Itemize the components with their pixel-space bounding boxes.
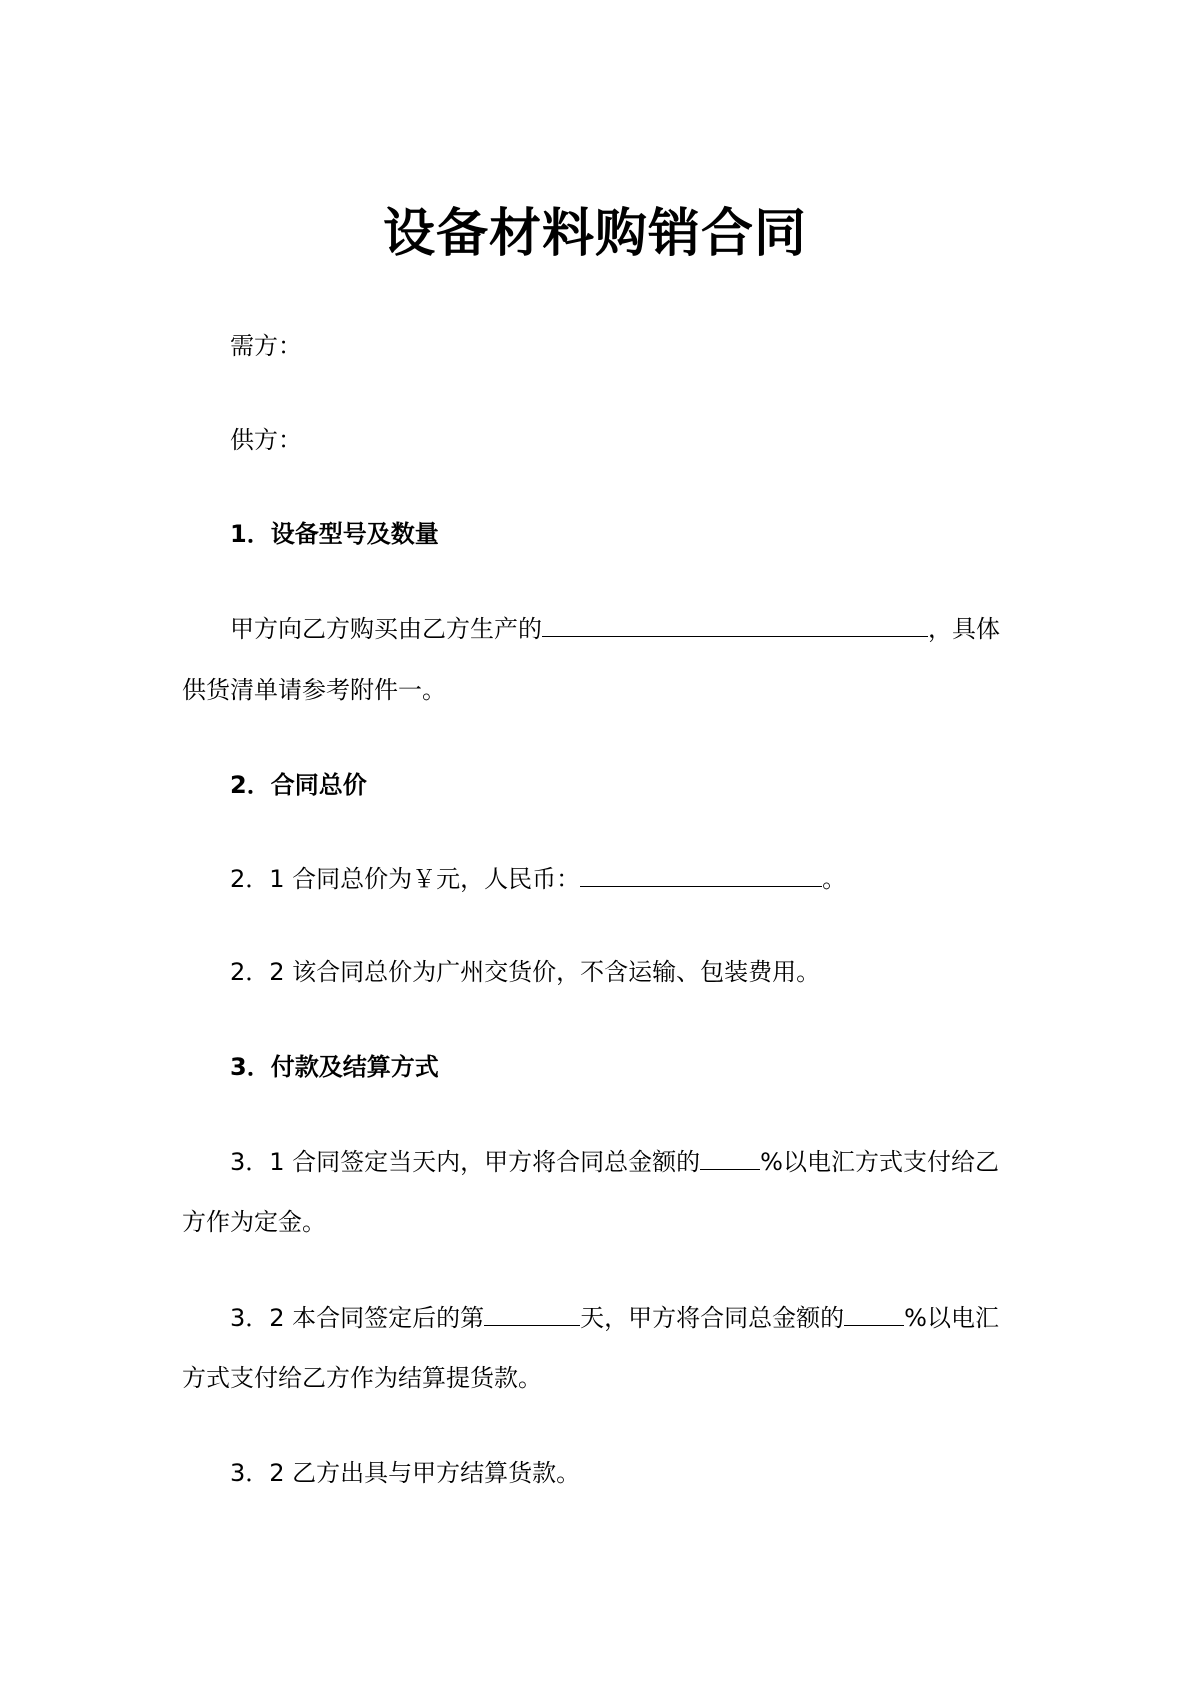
deposit-percent-blank	[700, 1143, 760, 1170]
clause-3-2a-text: 3．2 本合同签定后的第	[230, 1304, 485, 1332]
clause-3-1-after: %以电汇方式支付给乙	[760, 1148, 999, 1176]
section-1-paragraph-line-1	[230, 610, 1000, 647]
clause-3-2a-after: %以电汇	[904, 1304, 999, 1332]
product-name-blank	[542, 610, 928, 637]
section-1-paragraph-text: 甲方向乙方购买由乙方生产的	[230, 615, 542, 643]
clause-2-1-text: 2．1 合同总价为￥元，人民币：	[230, 865, 581, 893]
clause-3-1-text: 3．1 合同签定当天内，甲方将合同总金额的	[230, 1148, 701, 1176]
section-1-paragraph-after: ，具体	[928, 615, 1000, 643]
rmb-amount-blank	[580, 860, 822, 887]
days-blank	[484, 1299, 580, 1326]
supplier-label: 供方：	[230, 426, 302, 454]
buyer-label: 需方：	[230, 332, 302, 360]
clause-3-1-line-2: 方作为定金。	[182, 1208, 326, 1236]
payment-percent-blank	[844, 1299, 904, 1326]
section-1-heading: 1．设备型号及数量	[230, 520, 439, 548]
clause-3-1-line-1	[230, 1143, 999, 1180]
clause-3-2a-line-1	[230, 1299, 999, 1336]
clause-2-1	[230, 860, 846, 897]
section-1-paragraph-line-2: 供货清单请参考附件一。	[182, 676, 446, 704]
clause-3-2a-line-2: 方式支付给乙方作为结算提货款。	[182, 1364, 542, 1392]
section-3-heading: 3．付款及结算方式	[230, 1053, 439, 1081]
clause-2-2: 2．2 该合同总价为广州交货价，不含运输、包装费用。	[230, 958, 821, 986]
section-2-heading: 2．合同总价	[230, 771, 367, 799]
clause-3-2b: 3．2 乙方出具与甲方结算货款。	[230, 1459, 581, 1487]
document-title: 设备材料购销合同	[382, 204, 807, 264]
clause-3-2a-mid: 天，甲方将合同总金额的	[580, 1304, 845, 1332]
clause-2-1-after: 。	[822, 865, 847, 893]
